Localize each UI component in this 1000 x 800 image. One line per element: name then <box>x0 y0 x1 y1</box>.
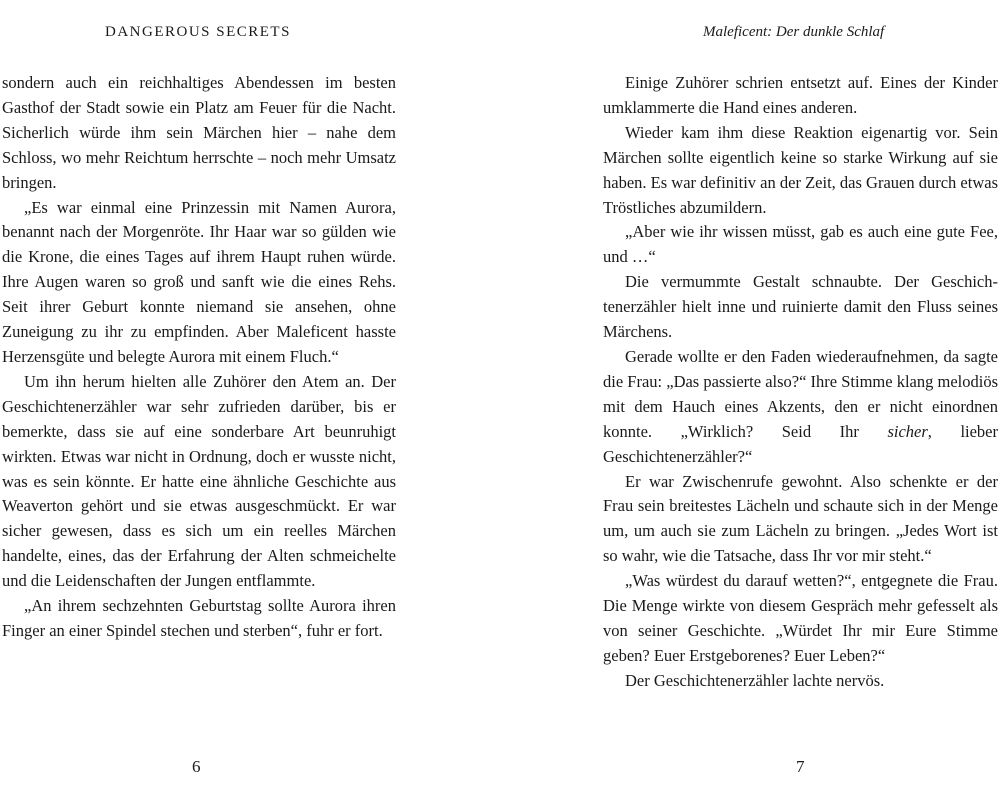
page-number-left: 6 <box>192 757 201 776</box>
right-page-text <box>603 71 998 694</box>
paragraph: Die vermummte Gestalt schnaubte. Der Geschichtenerzähler hielt inne und ruinierte damit den Fluss seines Märchens. <box>603 272 998 342</box>
paragraph-text: , lieber Geschichtenerzähler?“ <box>603 421 998 466</box>
page-number-right: 7 <box>796 757 805 776</box>
paragraph: „An ihrem sechzehnten Geburtstag sollte Aurora ihren Finger an einer Spindel stechen und sterben“, fuhr er fort. <box>2 596 396 640</box>
paragraph: Der Geschichtenerzähler lachte nervös. <box>625 670 885 690</box>
running-head-left: DANGEROUS SECRETS <box>105 24 291 40</box>
paragraph: sondern auch ein reichhaltiges Abendessen im besten Gasthof der Stadt sowie ein Platz am Feuer für die Nacht. Sicherlich würde ihm sein Märchen hier – nahe dem Schloss, wo mehr Reichtum herrschte – noch mehr Umsatz bringen. <box>2 73 396 192</box>
paragraph-text: Gerade wollte er den Faden wiederaufnehmen, da sagte die Frau: „Das passierte also?“ Ihre Stimme klang melodiös mit dem Hauch eines Akzents, den er nicht einordnen konnte. „Wirklich? Seid Ihr <box>603 346 998 441</box>
paragraph: Er war Zwischenrufe gewohnt. Also schenkte er der Frau sein breitestes Lächeln und schaute sich in der Menge um, um auch sie zum Lächeln zu bringen. „Jedes Wort ist so wahr, wie die Tatsache, dass Ihr vor mir steht.“ <box>603 471 998 566</box>
right-page <box>500 0 1000 800</box>
paragraph: Einige Zuhörer schrien entsetzt auf. Eines der Kinder umklammerte die Hand eines anderen. <box>603 73 998 117</box>
emphasized-word: sicher <box>887 421 928 441</box>
left-page-text <box>2 71 396 644</box>
paragraph: Um ihn herum hielten alle Zuhörer den Atem an. Der Geschichtenerzähler war sehr zufrieden darüber, bis er bemerkte, dass sie auf eine sonderbare Art beunruhigt wirkten. Etwas war nicht in Ordnung, doch er wusste nicht, was es sein könnte. Er hatte eine ähnliche Geschichte aus Weaverton gehört und sie etwas ausgeschmückt. Er war sicher gewesen, dass es sich um ein reelles Märchen handelte, eines, das der Erfahrung der Alten schmeichelte und die Leidenschaften der Jungen entflammte. <box>2 371 396 591</box>
paragraph <box>603 345 998 470</box>
paragraph: „Aber wie ihr wissen müsst, gab es auch eine gute Fee, und …“ <box>603 222 998 267</box>
paragraph: Wieder kam ihm diese Reaktion eigenartig vor. Sein Märchen sollte eigentlich keine so starke Wirkung auf sie haben. Es war definitiv an der Zeit, das Grauen durch etwas Tröstliches abzumildern. <box>603 122 998 217</box>
running-head-right: Maleficent: Der dunkle Schlaf <box>703 24 885 40</box>
paragraph: „Es war einmal eine Prinzessin mit Namen Aurora, benannt nach der Morgenröte. Ihr Haar war so gülden wie die Krone, die eines Tages auf ihrem Haupt ruhen würde. Ihre Augen waren so groß und sanft wie die eines Rehs. Seit ihrer Geburt konnte niemand sie ansehen, ohne Zuneigung zu ihr zu empfinden. Aber Maleficent hasste Herzensgüte und belegte Aurora mit einem Fluch.“ <box>2 197 396 366</box>
paragraph: „Was würdest du darauf wetten?“, entgegnete die Frau. Die Menge wirkte von diesem Gespräch mehr gefesselt als von seiner Geschichte. „Würdet Ihr mir Eure Stimme geben? Euer Erstgeborenes? Euer Leben?“ <box>603 571 998 665</box>
